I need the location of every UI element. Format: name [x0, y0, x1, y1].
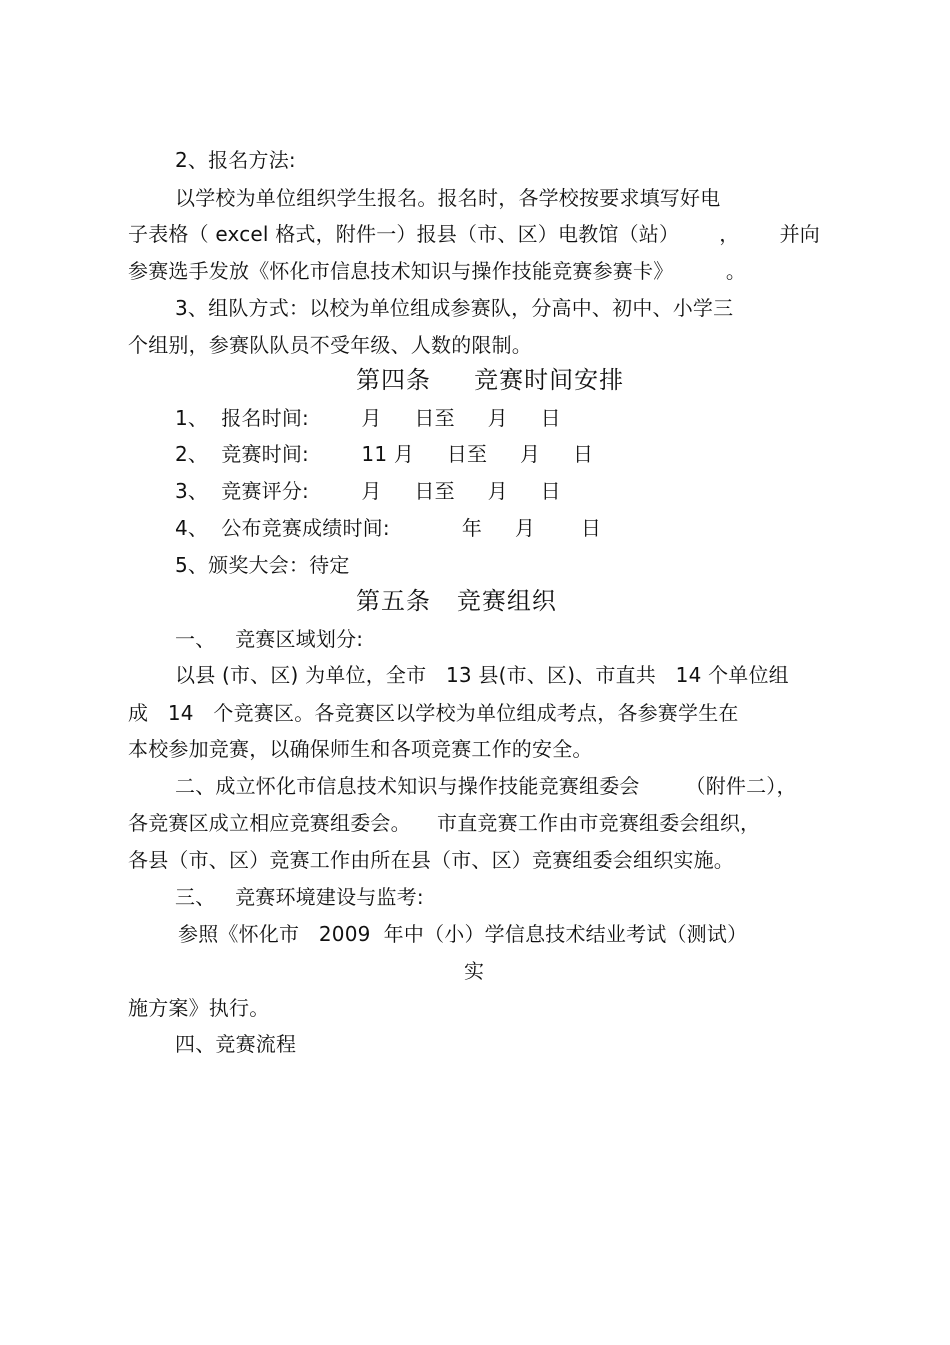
schedule-row-5: 5、颁奖大会：待定 [175, 553, 350, 577]
item2-line2-end: 并向 [779, 222, 820, 246]
p1-line1: 以县 (市、区) 为单位，全市 13 县(市、区)、市直共 14 个单位组 [175, 663, 789, 687]
item3-line2: 个组别，参赛队队员不受年级、人数的限制。 [128, 333, 532, 357]
schedule-row-1: 1、 报名时间: 月 日至 月 日 [175, 406, 561, 430]
item2-title: 2、报名方法: [175, 148, 296, 172]
p2-line1: 二、成立怀化市信息技术知识与操作技能竞赛组委会 （附件二）， [175, 774, 797, 798]
item2-line2 [128, 222, 820, 246]
schedule-row-3: 3、 竞赛评分: 月 日至 月 日 [175, 479, 561, 503]
p3-line1-wrap: 实 [464, 959, 485, 983]
schedule-row-4: 4、 公布竞赛成绩时间: 年 月 日 [175, 516, 602, 540]
p4-title: 四、竞赛流程 [175, 1032, 297, 1056]
item2-line3: 参赛选手发放《怀化市信息技术知识与操作技能竞赛参赛卡》 。 [128, 259, 747, 283]
article5-heading: 第五条 竞赛组织 [356, 587, 557, 615]
schedule-row-2: 2、 竞赛时间: 11 月 日至 月 日 [175, 442, 594, 466]
p2-line3: 各县（市、区）竞赛工作由所在县（市、区）竞赛组委会组织实施。 [128, 848, 734, 872]
item2-line1: 以学校为单位组织学生报名。报名时，各学校按要求填写好电 [175, 186, 721, 210]
item3-line1: 3、组队方式：以校为单位组成参赛队，分高中、初中、小学三 [175, 296, 734, 320]
item2-line2-main: 子表格（ excel 格式，附件一）报县（市、区）电教馆（站） [128, 222, 680, 246]
p3-line1: 参照《怀化市 2009 年中（小）学信息技术结业考试（测试） [178, 922, 748, 946]
article4-heading: 第四条 竞赛时间安排 [356, 366, 625, 394]
p3-line2: 施方案》执行。 [128, 996, 270, 1020]
item2-line2-comma: ， [719, 222, 740, 246]
p3-title: 三、 竞赛环境建设与监考: [175, 885, 424, 909]
p1-title: 一、 竞赛区域划分: [175, 627, 364, 651]
p1-line3: 本校参加竞赛，以确保师生和各项竞赛工作的安全。 [128, 737, 593, 761]
p2-line2: 各竞赛区成立相应竞赛组委会。 市直竞赛工作由市竞赛组委会组织， [128, 811, 761, 835]
p1-line2: 成 14 个竞赛区。各竞赛区以学校为单位组成考点，各参赛学生在 [128, 701, 739, 725]
